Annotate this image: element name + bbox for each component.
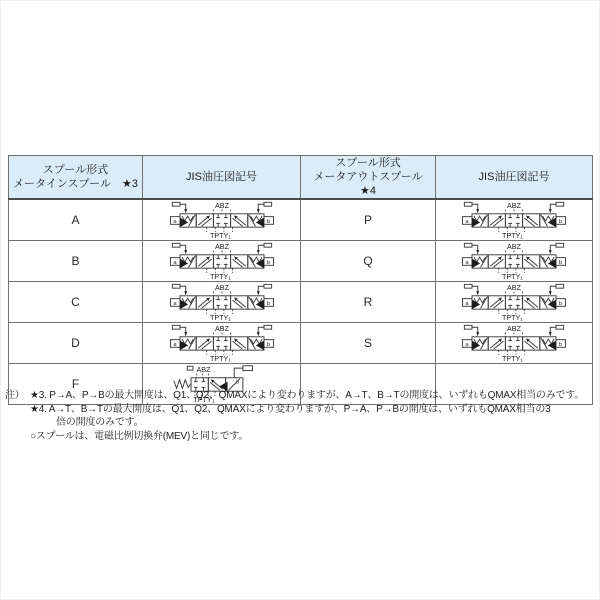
table-row	[9, 241, 593, 282]
header-jis-symbol-left: JIS油圧図記号	[143, 156, 301, 200]
jis-valve-symbol	[159, 282, 285, 322]
spool-type-cell: F	[9, 364, 143, 405]
spool-type-cell: S	[301, 323, 436, 364]
header-jis-symbol-right: JIS油圧図記号	[436, 156, 593, 200]
spool-type-cell: R	[301, 282, 436, 323]
footnote-star3-text: ★3. P→A、P→Bの最大開度は、Q1、Q2、QMAXにより変わりますが、A→T、B→Tの開度は、いずれもQMAX相当のみです。	[30, 390, 585, 401]
spool-type-cell: A	[9, 199, 143, 241]
footnote-line-1	[5, 389, 599, 403]
footnote-line-2: ★4. A→T、B→Tの最大開度は、Q1、Q2、QMAXにより変わりますが、P→A、P→Bの開度は、いずれもQMAX相当の3	[30, 403, 551, 415]
jis-symbol-cell	[436, 323, 593, 364]
spool-type-cell: P	[301, 199, 436, 241]
jis-valve-symbol	[159, 241, 285, 281]
spool-type-table	[8, 155, 593, 405]
jis-symbol-cell	[143, 323, 301, 364]
table-row	[9, 199, 593, 241]
jis-valve-symbol	[451, 323, 577, 363]
header-row	[9, 156, 593, 200]
jis-symbol-cell	[436, 199, 593, 241]
header-meter-out-line1: スプール形式	[335, 157, 401, 169]
jis-valve-symbol	[451, 200, 577, 240]
header-meter-out-spool	[301, 156, 436, 200]
spool-type-cell: D	[9, 323, 143, 364]
jis-symbol-cell	[436, 282, 593, 323]
footnote-line-4: ○スプールは、電磁比例切換弁(MEV)と同じです。	[30, 430, 249, 442]
header-meter-out-line2: メータアウトスプール ★4	[313, 171, 434, 197]
spool-type-cell: B	[9, 241, 143, 282]
header-meter-in-spool	[9, 156, 143, 200]
spool-type-cell: Q	[301, 241, 436, 282]
footnote-line-3: 倍の開度のみです。	[56, 417, 144, 428]
footnote-prefix: 注）	[5, 390, 25, 401]
jis-symbol-cell	[143, 199, 301, 241]
header-meter-in-line2: メータインスプール ★3	[13, 178, 138, 190]
jis-symbol-cell	[143, 241, 301, 282]
jis-valve-symbol	[159, 323, 285, 363]
footnotes	[5, 389, 599, 443]
table-row	[9, 323, 593, 364]
jis-symbol-cell	[143, 282, 301, 323]
jis-valve-symbol	[159, 200, 285, 240]
header-meter-in-line1: スプール形式	[42, 164, 109, 176]
spool-type-cell: C	[9, 282, 143, 323]
table-row	[9, 282, 593, 323]
jis-symbol-cell	[436, 241, 593, 282]
jis-valve-symbol	[451, 241, 577, 281]
jis-valve-symbol	[451, 282, 577, 322]
